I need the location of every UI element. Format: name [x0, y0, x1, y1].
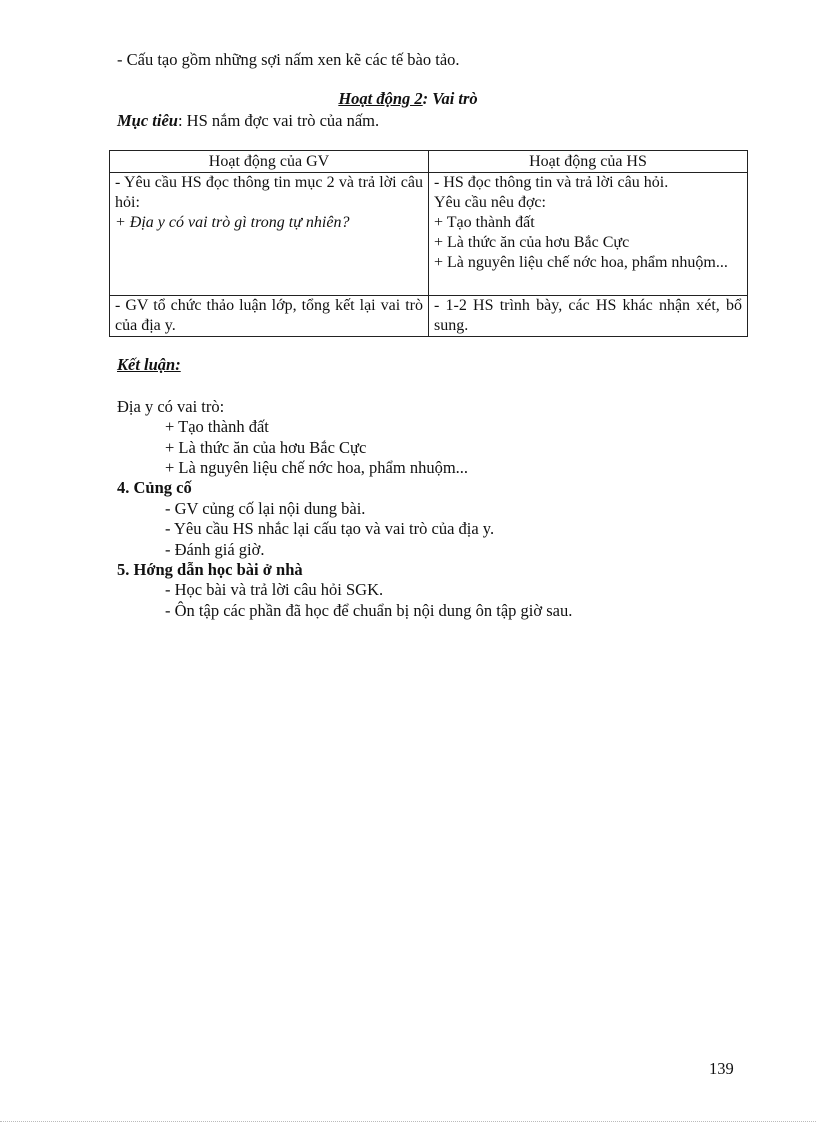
row1-gv-line: - Yêu cầu HS đọc thông tin mục 2 và trả lời câu hỏi:: [115, 174, 423, 211]
intro-line: - Cấu tạo gồm những sợi nấm xen kẽ các tế bào tảo.: [117, 50, 460, 69]
objective-label: Mục tiêu: [117, 111, 178, 130]
row2-gv-cell: - GV tổ chức thảo luận lớp, tổng kết lại vai trò của địa y.: [110, 296, 429, 337]
conclusion-item: + Là nguyên liệu chế nớc hoa, phẩm nhuộm...: [165, 458, 469, 477]
activity-title: [0, 89, 816, 109]
activity-title-rest: : Vai trò: [422, 89, 478, 108]
row1-hs-line: + Là nguyên liệu chế nớc hoa, phẩm nhuộm...: [434, 254, 728, 271]
section-5-heading: 5. Hớng dẫn học bài ở nhà: [117, 560, 303, 579]
objective-text: : HS nắm đợc vai trò của nấm.: [177, 111, 380, 130]
row1-gv-cell: [110, 173, 429, 296]
conclusion-item: + Tạo thành đất: [165, 417, 269, 436]
row1-hs-line: + Là thức ăn của hơu Bắc Cực: [434, 234, 630, 251]
section-4-item: - Đánh giá giờ.: [165, 540, 265, 559]
header-hs: Hoạt động của HS: [429, 151, 748, 173]
activity-table: [109, 150, 748, 337]
page-number: 139: [709, 1059, 734, 1078]
row1-hs-line: Yêu cầu nêu đợc:: [434, 194, 546, 211]
section-4-item: - GV củng cố lại nội dung bài.: [165, 499, 366, 518]
conclusion-heading: Kết luận:: [117, 355, 181, 374]
row1-hs-line: + Tạo thành đất: [434, 214, 535, 231]
row2-hs-cell: - 1-2 HS trình bày, các HS khác nhận xét, bổ sung.: [429, 296, 748, 337]
row1-hs-line: - HS đọc thông tin và trả lời câu hỏi.: [434, 174, 669, 191]
section-5-item: - Ôn tập các phần đã học để chuẩn bị nội dung ôn tập giờ sau.: [165, 601, 573, 620]
table-row: [110, 296, 748, 337]
row1-hs-cell: [429, 173, 748, 296]
objective: [117, 111, 379, 131]
section-4-item: - Yêu cầu HS nhắc lại cấu tạo và vai trò của địa y.: [165, 519, 495, 538]
activity-title-label: Hoạt động 2: [338, 89, 423, 108]
conclusion-intro: Địa y có vai trò:: [117, 397, 225, 416]
row1-gv-question: + Địa y có vai trò gì trong tự nhiên?: [115, 214, 350, 231]
page-bottom-rule: [0, 1121, 816, 1122]
section-4-heading: 4. Củng cố: [117, 478, 192, 497]
table-header-row: [110, 151, 748, 173]
section-5-item: - Học bài và trả lời câu hỏi SGK.: [165, 580, 384, 599]
table-row: [110, 173, 748, 296]
header-gv: Hoạt động của GV: [110, 151, 429, 173]
conclusion-item: + Là thức ăn của hơu Bắc Cực: [165, 438, 367, 457]
